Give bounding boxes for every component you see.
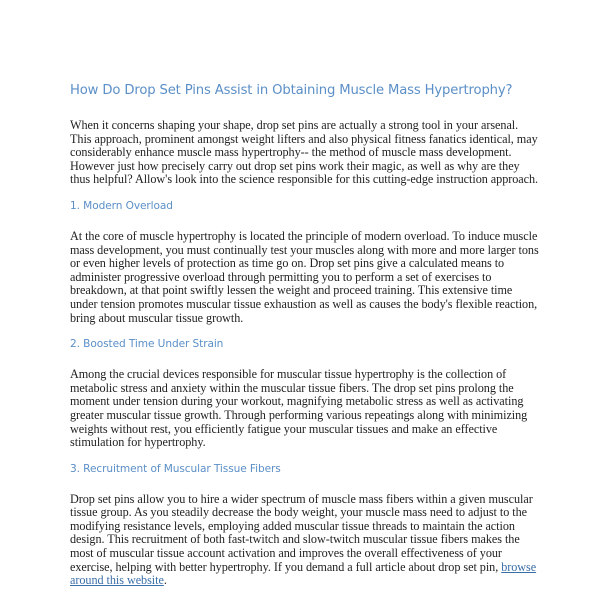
paragraph-line (70, 574, 540, 588)
paragraph-line: tissue group. As you steadily decrease the body weight, your muscle mass need to adjust to the (70, 505, 527, 520)
paragraph-line: greater muscular tissue growth. Through performing various repeatings along with minimizing (70, 407, 528, 422)
paragraph-line: modifying resistance levels, employing added muscular tissue threads to maintain the action (70, 518, 515, 533)
paragraph-line: Drop set pins allow you to hire a wider spectrum of muscle mass fibers within a given muscular (70, 491, 533, 506)
paragraph-line: administer progressive overload through permitting you to perform a set of exercises to (70, 269, 492, 284)
document-content (70, 82, 540, 600)
section-paragraph-time-under-strain (70, 368, 540, 450)
paragraph-line: At the core of muscle hypertrophy is located the principle of modern overload. To induce muscle (70, 228, 538, 243)
paragraph-text: . (163, 573, 167, 588)
section-paragraph-modern-overload (70, 230, 540, 325)
paragraph-line: bring about muscular tissue growth. (70, 310, 244, 325)
section-paragraph-fiber-recruitment (70, 493, 540, 588)
page-title: How Do Drop Set Pins Assist in Obtaining Muscle Mass Hypertrophy? (70, 83, 513, 98)
paragraph-line: This approach, prominent amongst weight lifters and also physical fitness fanatics identical, may (70, 131, 538, 146)
paragraph-line: breakdown, at that point swiftly lessen the weight and proceed training. This extensive time (70, 283, 513, 298)
paragraph-line: When it concerns shaping your shape, drop set pins are actually a strong tool in your arsenal. (70, 118, 519, 132)
paragraph-line: metabolic stress and anxiety within the muscular tissue fibers. The drop set pins prolong the (70, 380, 514, 395)
paragraph-line: under tension promotes muscular tissue exhaustion as well as causes the body's flexible reaction, (70, 296, 538, 311)
paragraph-line: Among the crucial devices responsible for muscular tissue hypertrophy is the collection of (70, 367, 507, 382)
section-heading-time-under-strain: 2. Boosted Time Under Strain (70, 338, 224, 351)
paragraph-line: moment under tension during your workout, magnifying metabolic stress as well as activating (70, 394, 524, 409)
paragraph-line: most of muscular tissue account activation and improves the overall effectiveness of your (70, 546, 502, 561)
paragraph-text: exercise, helping with better hypertrophy. If you demand a full article about drop set pin, (70, 559, 502, 574)
paragraph-line: considerably enhance muscle mass hypertrophy-- the method of muscle mass development. (70, 145, 512, 160)
paragraph-line: stimulation for hypertrophy. (70, 435, 206, 450)
section-heading-fiber-recruitment: 3. Recruitment of Muscular Tissue Fibers (70, 462, 281, 475)
intro-paragraph (70, 119, 540, 187)
paragraph-line: design. This recruitment of both fast-twitch and slow-twitch muscular tissue fibers makes the (70, 532, 520, 547)
section-heading-modern-overload: 1. Modern Overload (70, 199, 173, 212)
paragraph-line: or even higher levels of protection as time go on. Drop set pins give a calculated means to (70, 256, 505, 271)
paragraph-line (70, 561, 540, 575)
paragraph-line: mass development, you must continually test your muscles along with more and more larger tons (70, 242, 539, 257)
paragraph-line: However just how precisely carry out drop set pins work their magic, as well as why are they (70, 158, 520, 173)
paragraph-line: thus helpful? Allow's look into the science responsible for this cutting-edge instruction approach. (70, 172, 539, 187)
paragraph-line: weights without rest, you efficiently fatigue your muscular tissues and make an effective (70, 421, 498, 436)
browse-website-link[interactable]: browse (501, 559, 537, 574)
browse-website-link-continued[interactable]: around this website (70, 573, 164, 588)
